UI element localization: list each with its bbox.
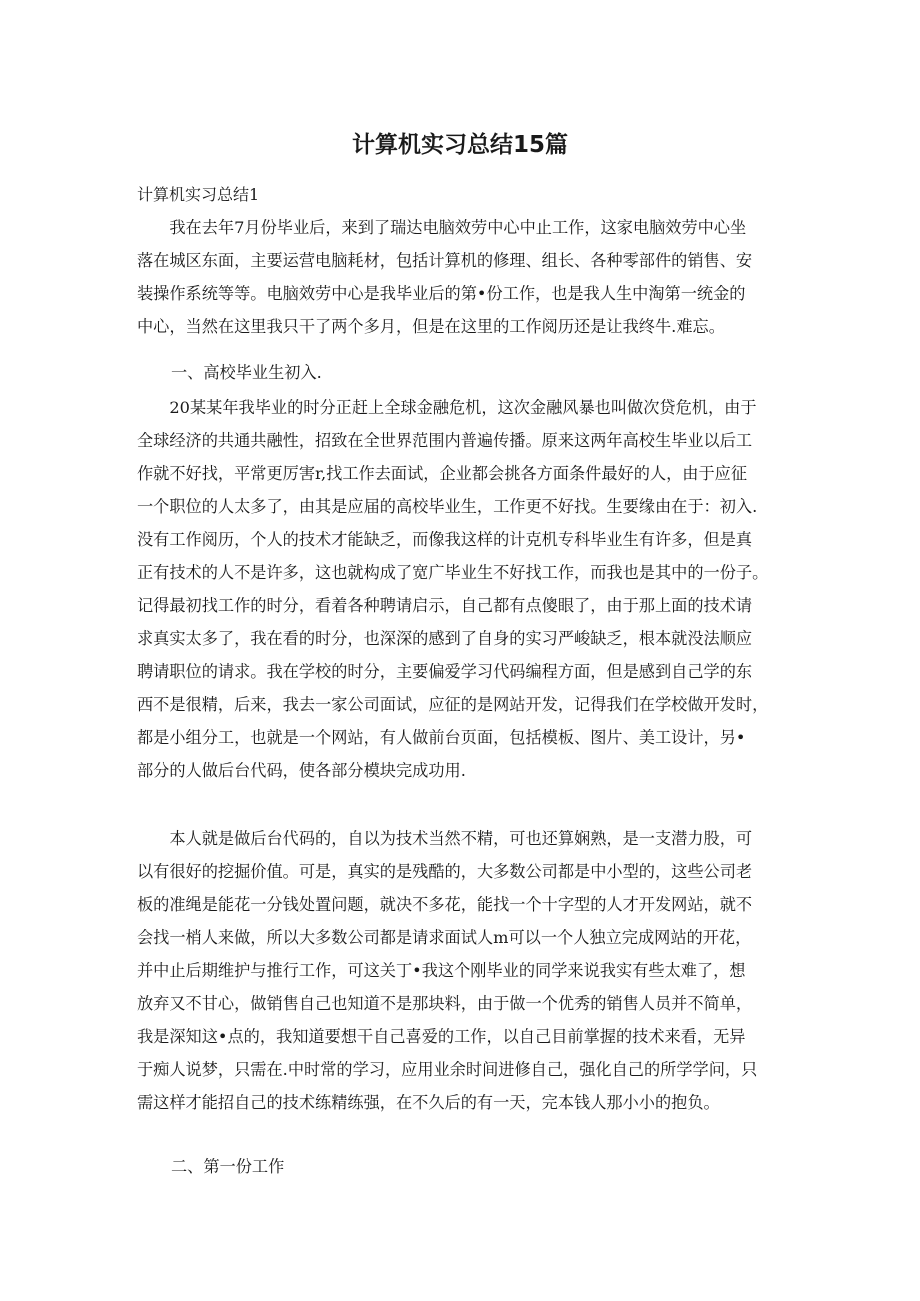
paragraph-line: 西不是很精，后来，我去一家公司面试，应征的是网站开发，记得我们在学校做开发时， (137, 695, 769, 714)
paragraph-line: 需这样才能招自己的技术练精练强，在不久后的有一天，完本钱人那小小的抱负。 (137, 1093, 720, 1112)
section-label: 计算机实习总结1 (137, 185, 260, 204)
paragraph-line: 正有技术的人不是许多，这也就构成了宽广毕业生不好找工作，而我也是其中的一份子。 (137, 563, 769, 582)
paragraph-line: 一个职位的人太多了，由其是应届的高校毕业生，工作更不好找。生要缘由在于：初入. (137, 497, 758, 516)
paragraph-line: 没有工作阅历，个人的技术才能缺乏，而像我这样的计克机专科毕业生有许多，但是真 (137, 530, 753, 549)
paragraph-line: 落在城区东面，主要运营电脑耗材，包括计算机的修理、组长、各种零部件的销售、安 (137, 251, 753, 270)
paragraph-line: 板的准绳是能花一分钱处置问题，就决不多花，能找一个十字型的人才开发网站，就不 (137, 895, 753, 914)
paragraph-line: 我是深知这•点的，我知道要想干自己喜爱的工作，以自己目前掌握的技术来看，无异 (137, 1027, 746, 1046)
document-title: 计算机实习总结15篇 (351, 132, 568, 158)
paragraph-line: 本人就是做后台代码的，自以为技术当然不精，可也还算娴熟，是一支潜力股，可 (137, 829, 753, 848)
paragraph-line: 全球经济的共通共融性，招致在全世界范围内普遍传播。原来这两年高校生毕业以后工 (137, 431, 753, 450)
paragraph-line: 求真实太多了，我在看的时分，也深深的感到了自身的实习严峻缺乏，根本就没法顺应 (137, 629, 753, 648)
paragraph-line: 部分的人做后台代码，使各部分模块完成功用. (137, 761, 466, 780)
paragraph-line: 装操作系统等等。电脑效劳中心是我毕业后的第•份工作，也是我人生中淘第一统金的 (137, 284, 746, 303)
heading-1-block (137, 356, 779, 389)
paragraph-line: 聘请职位的请求。我在学校的时分，主要偏爱学习代码编程方面，但是感到自己学的东 (137, 662, 753, 681)
paragraph-2 (137, 391, 779, 787)
paragraph-line: 记得最初找工作的时分，看着各种聘请启示，自己都有点傻眼了，由于那上面的技术请 (137, 596, 753, 615)
paragraph-line: 会找一梢人来做，所以大多数公司都是请求面试人m可以一个人独立完成网站的开花， (137, 928, 752, 947)
paragraph-line: 我在去年7月份毕业后，来到了瑞达电脑效劳中心中止工作，这家电脑效劳中心坐 (137, 218, 747, 237)
paragraph-line: 并中止后期维护与推行工作，可这关丁•我这个刚毕业的同学来说我实有些太难了，想 (137, 961, 746, 980)
paragraph-line: 以有很好的挖掘价值。可是，真实的是残酷的，大多数公司都是中小型的，这些公司老 (137, 862, 753, 881)
section-heading-2: 二、第一份工作 (171, 1157, 285, 1176)
paragraph-line: 作就不好找，平常更厉害r,找工作去面试，企业都会挑各方面条件最好的人，由于应征 (137, 464, 748, 483)
heading-2-block (137, 1150, 779, 1183)
paragraph-line: 中心，当然在这里我只干了两个多月，但是在这里的工作阅历还是让我终牛.难忘。 (137, 317, 725, 336)
paragraph-line: 于痴人说梦，只需在.中时常的学习，应用业余时间进修自己，强化自己的所学学问，只 (137, 1060, 758, 1079)
section-heading-1: 一、高校毕业生初入. (171, 363, 322, 382)
paragraph-1 (137, 211, 779, 343)
paragraph-line: 都是小组分工，也就是一个网站，有人做前台页面，包括模板、图片、美工设计，另• (137, 728, 746, 747)
paragraph-3 (137, 822, 779, 1119)
paragraph-line: 20某某年我毕业的时分正赶上全球金融危机，这次金融风暴也叫做次贷危机，由于 (137, 398, 757, 417)
paragraph-line: 放弃又不甘心，做销售自己也知道不是那块料，由于做一个优秀的销售人员并不简单， (137, 994, 753, 1013)
